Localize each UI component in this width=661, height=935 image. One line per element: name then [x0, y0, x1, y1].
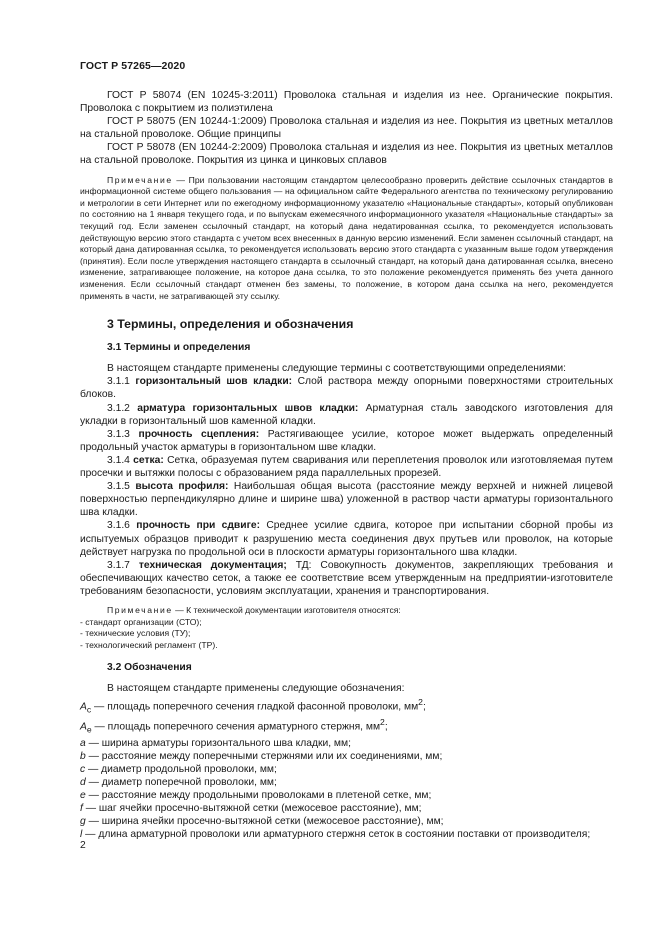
term-3-1-1	[80, 375, 613, 401]
superscript: 2	[418, 696, 423, 707]
symbol-item	[80, 789, 613, 802]
term-3-1-4	[80, 454, 613, 480]
symbol-definition: — диаметр продольной проволоки, мм;	[85, 763, 277, 775]
symbol-tail: ;	[384, 721, 388, 733]
term-name: прочность сцепления:	[138, 428, 260, 440]
term-name: техническая документация;	[138, 559, 287, 571]
term-definition: ТД: Совокупность документов, закрепляющих требования и обеспечивающих качество сеток, а также ее соответствие всем утвержденным на предприятии-изготовителе требованиям безопасности, условиям эксплуатации, хранения и транспортирования.	[80, 559, 613, 597]
term-3-1-6	[80, 519, 613, 558]
tech-doc-list	[80, 617, 613, 652]
list-item: - технологический регламент (ТР).	[80, 639, 218, 650]
terms-intro: В настоящем стандарте применены следующие термины с соответствующими определениями:	[107, 363, 567, 375]
list-item: - технические условия (ТУ);	[80, 628, 191, 639]
symbol-item	[80, 716, 613, 737]
symbol: f	[80, 803, 83, 815]
symbol-definition: — расстояние между продольными проволоками в плетеной сетке, мм;	[85, 790, 432, 802]
term-3-1-5	[80, 480, 613, 519]
page-content	[80, 89, 613, 841]
subsection-3-1-title: 3.1 Термины и определения	[107, 342, 251, 354]
symbol-subscript: e	[86, 724, 92, 735]
symbol: a	[80, 737, 86, 749]
symbol-item	[80, 763, 613, 776]
term-3-1-3	[80, 428, 613, 454]
term-definition: Арматурная сталь заводского изготовления для укладки в горизонтальный шов каменной кладки.	[80, 402, 613, 427]
term-name: высота профиля:	[135, 481, 229, 493]
term-definition: Слой раствора между опорными поверхностями строительных блоков.	[80, 376, 613, 401]
symbol-definition: — площадь поперечного сечения арматурного стержня, мм	[91, 721, 381, 733]
term-name: сетка:	[133, 454, 164, 466]
symbol: l	[80, 829, 83, 841]
symbol: e	[80, 790, 86, 802]
symbol: d	[80, 776, 86, 788]
symbol-item	[80, 696, 613, 717]
symbol-item	[80, 737, 613, 750]
superscript: 2	[380, 717, 385, 728]
list-item: - стандарт организации (СТО);	[80, 616, 202, 627]
note-label: Примечание	[107, 174, 173, 185]
reference-gost-58075: ГОСТ Р 58075 (EN 10244-1:2009) Проволока стальная и изделия из нее. Покрытия из цветных металлов на стальной проволоке. Общие принципы	[80, 116, 613, 141]
term-definition: Растягивающее усилие, которое может выдержать определенный продольный участок арматуры в горизонтальном шве кладки.	[80, 428, 613, 453]
symbol-item	[80, 802, 613, 815]
symbol-item	[80, 750, 613, 763]
references-note	[80, 175, 613, 303]
term-number: 3.1.4	[107, 454, 134, 466]
term-name: арматура горизонтальных швов кладки:	[137, 402, 359, 414]
term-name: горизонтальный шов кладки:	[135, 376, 293, 388]
symbol-definition: — длина арматурной проволоки или арматурного стержня сеток в состоянии поставки от производителя;	[82, 829, 591, 841]
subsection-3-2-title: 3.2 Обозначения	[107, 662, 192, 674]
symbol-definition: — шаг ячейки просечно-вытяжной сетки (межосевое расстояние), мм;	[82, 803, 422, 815]
note-label: Примечание	[107, 604, 173, 615]
term-number: 3.1.5	[107, 481, 136, 493]
symbol-definition: — расстояние между поперечными стержнями или их соединениями, мм;	[85, 750, 443, 762]
term-number: 3.1.3	[107, 428, 139, 440]
symbol: b	[80, 750, 86, 762]
term-definition: Наибольшая общая высота (расстояние между верхней и нижней лицевой поверхностью перпендикулярно длине и ширине шва) уложенной в раствор части арматуры горизонтального шва кладки.	[80, 481, 613, 519]
symbol-definition: — диаметр поперечной проволоки, мм;	[85, 776, 277, 788]
symbol-item	[80, 776, 613, 789]
term-number: 3.1.6	[107, 520, 137, 532]
symbols-intro: В настоящем стандарте применены следующие обозначения:	[107, 683, 405, 695]
term-name: прочность при сдвиге:	[136, 520, 261, 532]
symbol-tail: ;	[422, 700, 426, 712]
term-definition: Среднее усилие сдвига, которое при испытании сборной пробы из испытуемых образцов приводит к разрушению места соединения двух прутьев или проволок, на которые действует нагрузка по продольной оси в плоскости арматуры горизонтального шва кладки.	[80, 520, 614, 558]
note-text: — При пользовании настоящим стандартом целесообразно проверить действие ссылочных стандартов в информационной системе общего пользования — на официальном сайте Федерального агентства по техническому регулированию и метрологии в сети Интернет или по ежегодному информационному указателю «Национальные стандарты», который опубликован по состоянию на 1 января текущего года, и по выпускам ежемесячного информационного указателя «Национальные стандарты» за текущий год. Если заменен ссылочный стандарт, на который дана недатированная ссылка, то рекомендуется использовать действующую версию этого стандарта с учетом всех внесенных в данную версию изменений. Если заменен ссылочный стандарт, на который дана датированная ссылка, то рекомендуется использовать версию этого стандарта с указанным выше годом утверждения (принятия). Если после утверждения настоящего стандарта в ссылочный стандарт, на который дана датированная ссылка, внесено изменение, затрагивающее положение, на которое дана ссылка, то это положение рекомендуется применять без учета данного изменения. Если ссылочный стандарт отменен без замены, то положение, в котором дана ссылка на него, рекомендуется применять в части, не затрагивающей эту ссылку.	[80, 174, 613, 301]
symbol-item	[80, 815, 613, 828]
term-number: 3.1.7	[107, 559, 139, 571]
symbol-definition: — площадь поперечного сечения гладкой фасонной проволоки, мм	[91, 700, 419, 712]
symbol: A	[80, 700, 87, 712]
term-3-1-2	[80, 402, 613, 428]
term-number: 3.1.1	[107, 376, 136, 388]
standard-header: ГОСТ Р 57265—2020	[80, 60, 186, 72]
term-number: 3.1.2	[107, 402, 138, 414]
symbol-definition: — ширина ячейки просечно-вытяжной сетки (межосевое расстояние), мм;	[85, 816, 444, 828]
symbol: A	[80, 721, 87, 733]
symbol-item	[80, 828, 613, 841]
symbol-subscript: c	[86, 704, 92, 714]
reference-gost-58074: ГОСТ Р 58074 (EN 10245-3:2011) Проволока стальная и изделия из нее. Органические покрытия. Проволока с покрытием из полиэтилена	[80, 90, 613, 115]
reference-gost-58078: ГОСТ Р 58078 (EN 10244-2:2009) Проволока стальная и изделия из нее. Покрытия из цветных металлов на стальной проволоке. Покрытия из цинка и цинковых сплавов	[80, 142, 613, 167]
page-number: 2	[80, 840, 86, 851]
note-text: — К технической документации изготовителя относятся:	[172, 604, 401, 615]
term-definition: Сетка, образуемая путем сваривания или переплетения проволок или изготовляемая путем просечки и вытяжки полосы с образованием ряда параллельных прорезей.	[80, 454, 613, 480]
term-3-1-7	[80, 559, 613, 598]
symbol-definition: — ширина арматуры горизонтального шва кладки, мм;	[85, 737, 351, 749]
section-3-title: 3 Термины, определения и обозначения	[107, 317, 354, 332]
symbol: g	[80, 816, 86, 828]
tech-doc-note	[80, 605, 613, 617]
symbol: c	[80, 763, 86, 775]
